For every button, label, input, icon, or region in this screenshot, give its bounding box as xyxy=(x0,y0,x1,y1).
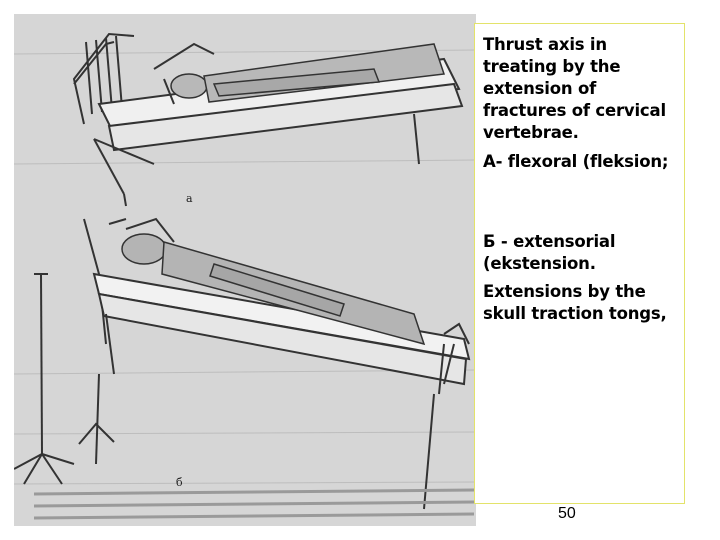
page-number: 50 xyxy=(558,505,576,522)
caption-paragraph-1: Thrust axis in treating by the extension of fractures of cervical vertebrae. xyxy=(483,35,666,143)
figure-label-b: б xyxy=(176,476,183,489)
caption-paragraph-4: Extensions by the skull traction tongs, xyxy=(483,281,667,323)
figure-label-a: а xyxy=(186,192,193,205)
caption-box xyxy=(474,23,685,504)
traction-bed-drawing xyxy=(14,14,476,526)
caption-paragraph-3: Б - extensorial (ekstension. xyxy=(483,231,616,273)
caption-paragraph-2: A- flexoral (fleksion; xyxy=(483,151,669,171)
medical-illustration xyxy=(14,14,476,526)
